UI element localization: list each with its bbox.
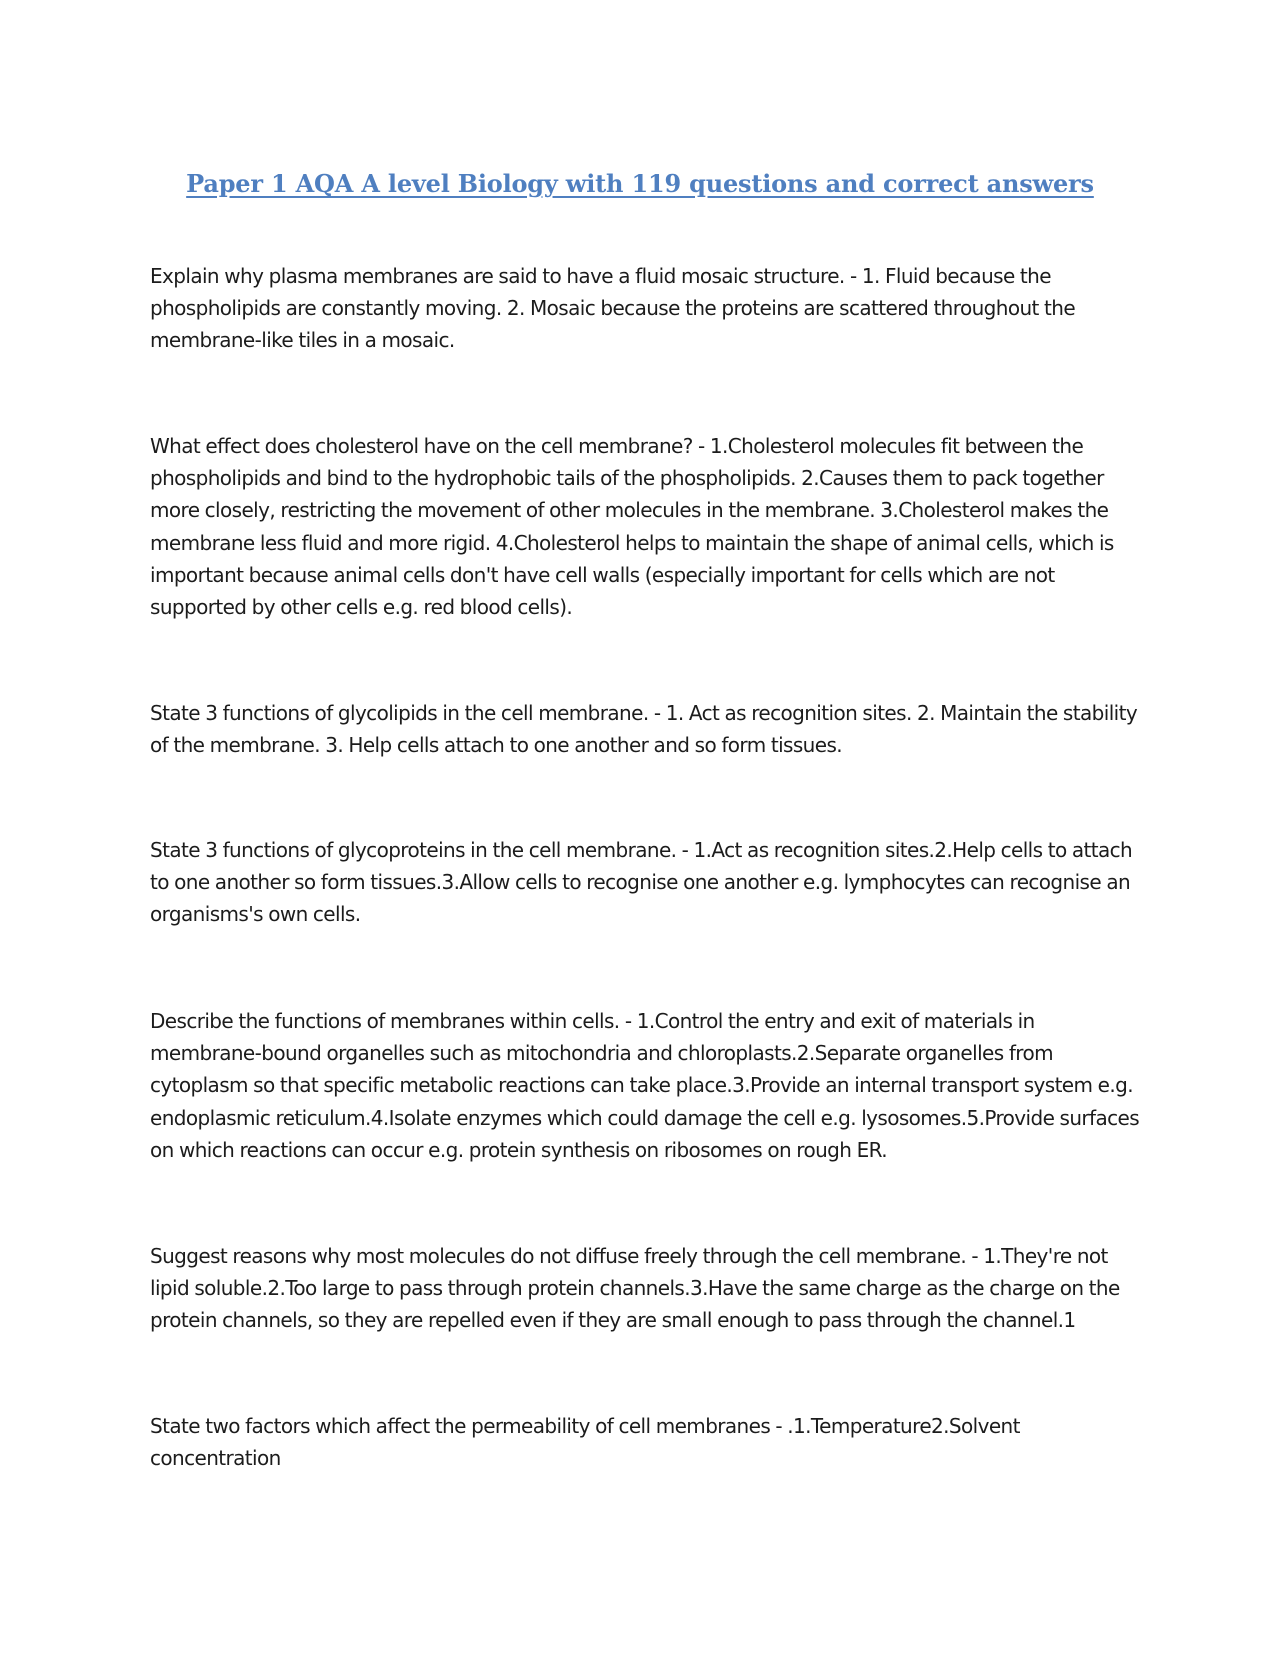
qa-entry: State 3 functions of glycoproteins in the cell membrane. - 1.Act as recognition sites.2.Help cells to attach to one another so form tissues.3.Allow cells to recognise one another e.g. lymphocytes can recognise an organisms's own cells.	[150, 838, 1133, 927]
qa-entry: Describe the functions of membranes within cells. - 1.Control the entry and exit of materials in membrane-bound organelles such as mitochondria and chloroplasts.2.Separate organelles from cytoplasm so that specific metabolic reactions can take place.3.Provide an internal transport system e.g. endoplasmic reticulum.4.Isolate enzymes which could damage the cell e.g. lysosomes.5.Provide surfaces on which reactions can occur e.g. protein synthesis on ribosomes on rough ER.	[150, 1009, 1140, 1162]
qa-entry: Suggest reasons why most molecules do not diffuse freely through the cell membrane. - 1.They're not lipid soluble.2.Too large to pass through protein channels.3.Have the same charge as the charge on the protein channels, so they are repelled even if they are small enough to pass through the channel.1	[150, 1244, 1120, 1333]
qa-entry: State two factors which affect the permeability of cell membranes - .1.Temperature2.Solvent concentration	[150, 1414, 1020, 1471]
qa-entry: State 3 functions of glycolipids in the cell membrane. - 1. Act as recognition sites. 2. Maintain the stability of the membrane. 3. Help cells attach to one another and so form tissues.	[150, 701, 1138, 758]
qa-entry: Explain why plasma membranes are said to have a fluid mosaic structure. - 1. Fluid because the phospholipids are constantly moving. 2. Mosaic because the proteins are scattered throughout the membrane-like tiles in a mosaic.	[150, 264, 1076, 353]
document-title: Paper 1 AQA A level Biology with 119 questions and correct answers	[186, 169, 1094, 198]
qa-entry: What effect does cholesterol have on the cell membrane? - 1.Cholesterol molecules fit between the phospholipids and bind to the hydrophobic tails of the phospholipids. 2.Causes them to pack together more closely, restricting the movement of other molecules in the membrane. 3.Cholesterol makes the membrane less fluid and more rigid. 4.Cholesterol helps to maintain the shape of animal cells, which is important because animal cells don't have cell walls (especially important for cells which are not supported by other cells e.g. red blood cells).	[150, 434, 1114, 620]
